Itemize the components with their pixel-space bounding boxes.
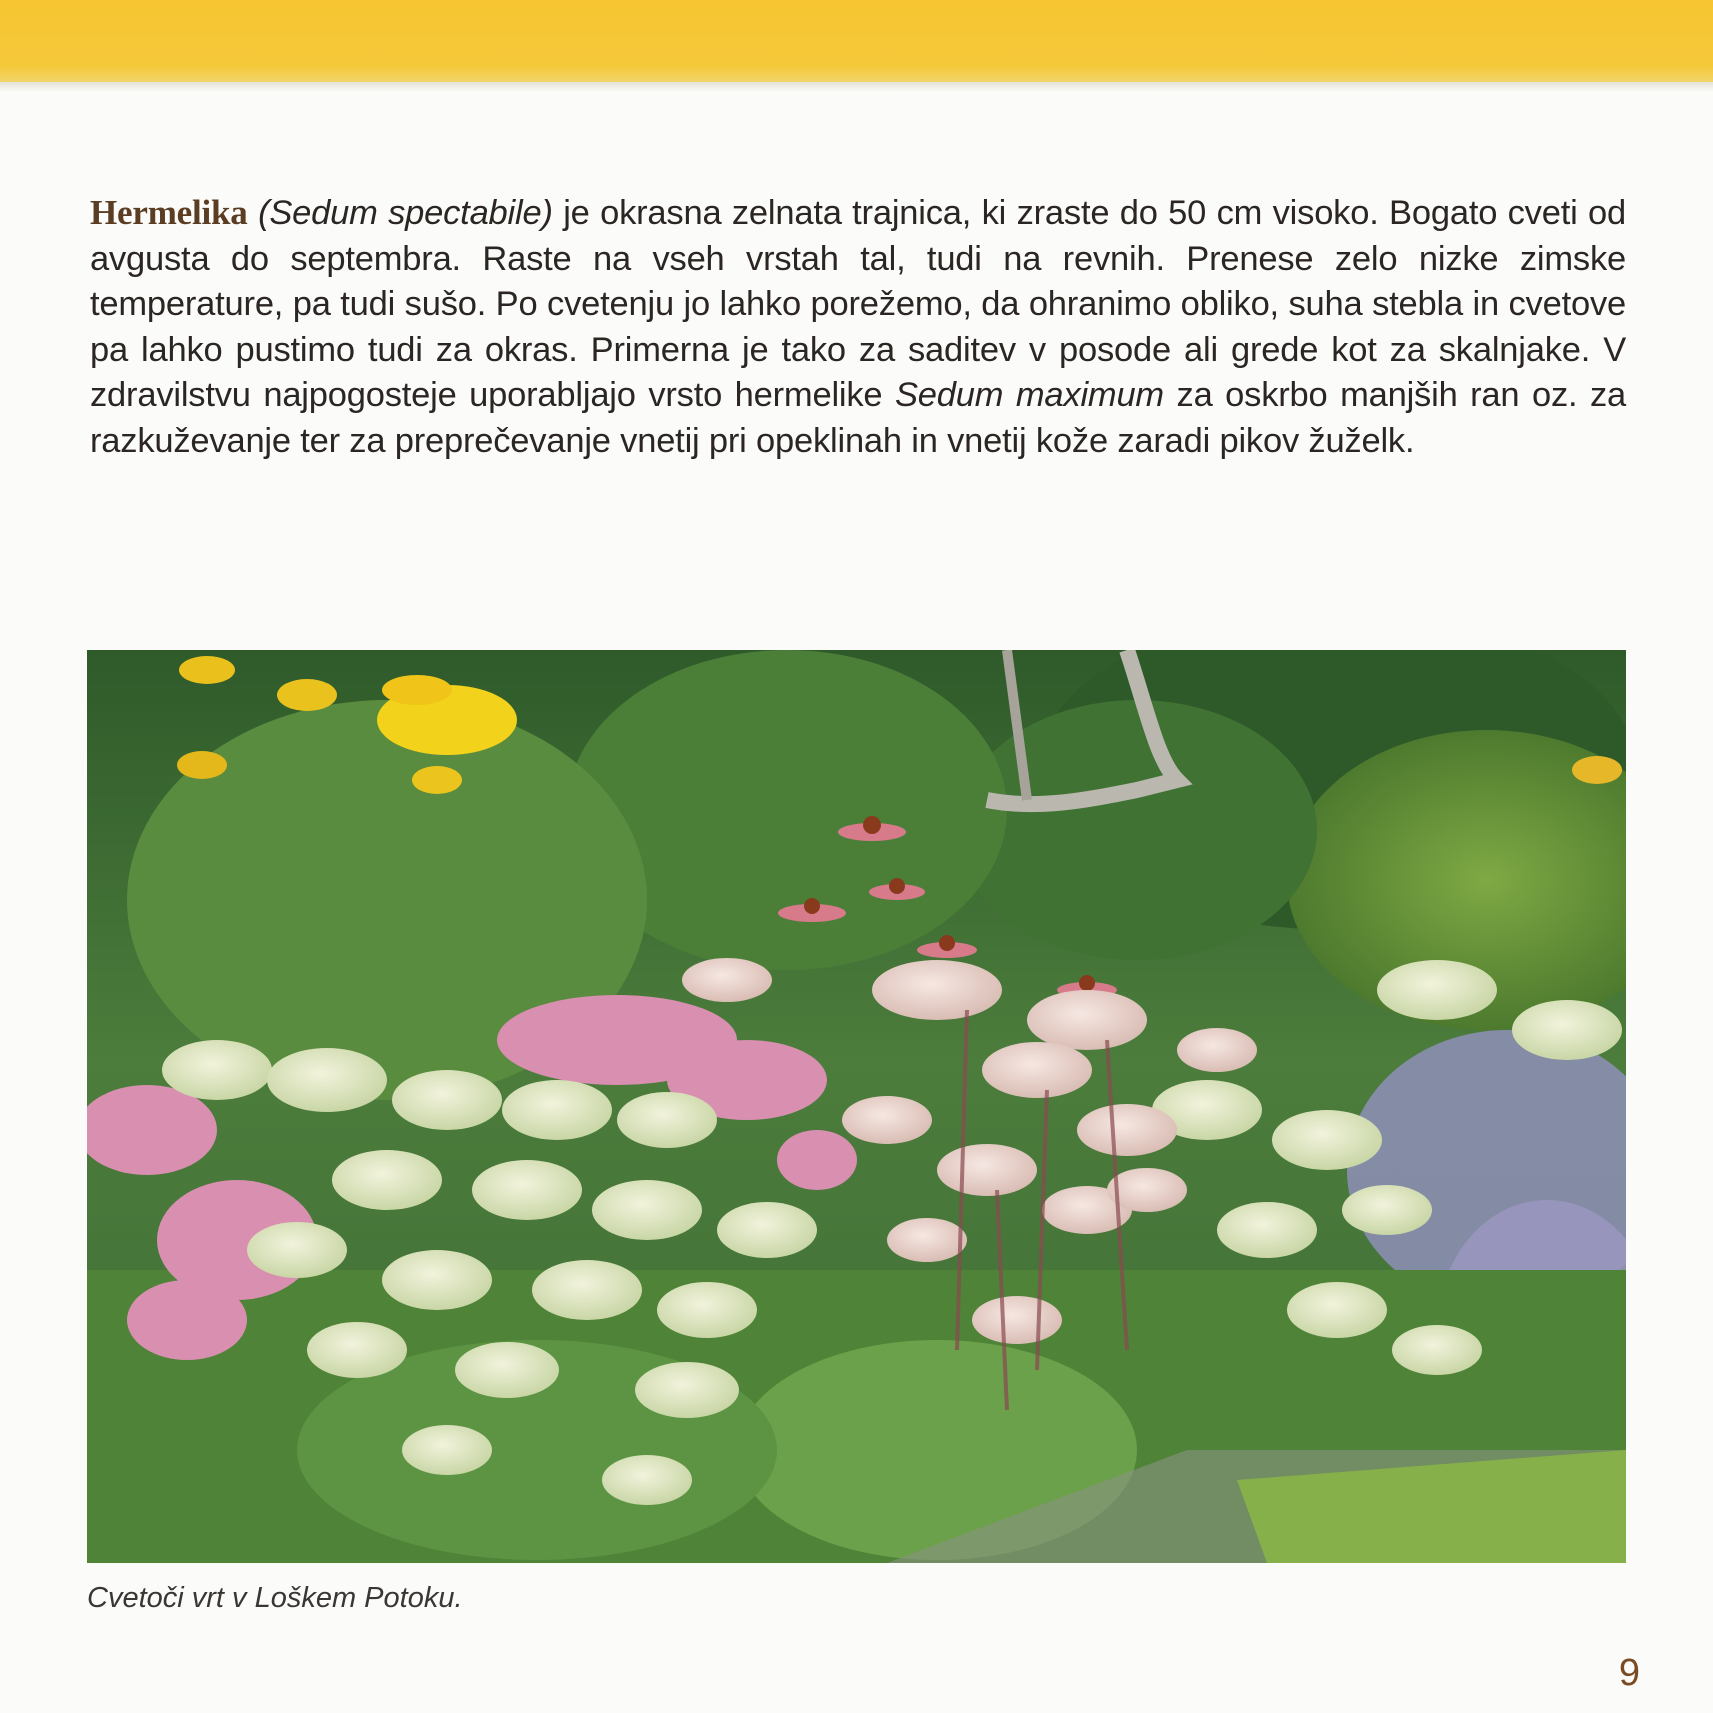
latin-name-2: Sedum maximum — [894, 376, 1164, 414]
garden-illustration — [87, 650, 1626, 1563]
garden-photo — [87, 650, 1626, 1563]
paragraph-text-1: je okrasna zelnata trajnica, ki zraste do 50 cm visoko. Bogato cveti od avgusta do septembra. Raste na vseh vrstah tal, tudi na revnih. Prenese zelo nizke zimske temperature, pa tudi sušo. Po cvetenju jo lahko porežemo, da ohranimo obliko, suha stebla in cvetove pa lahko pustimo tudi za okras. Primerna je tako za saditev v posode ali grede kot za skalnjake. V zdravilstvu najpogosteje uporabljajo vrsto hermelike — [90, 194, 1626, 414]
photo-caption: Cvetoči vrt v Loškem Potoku. — [87, 1582, 463, 1614]
page-number: 9 — [1618, 1652, 1640, 1694]
top-band-shadow — [0, 82, 1713, 92]
top-color-band — [0, 0, 1713, 82]
paragraph-text-2: za oskrbo manjših ran oz. za razkuževanje ter za preprečevanje vnetij pri opeklinah in vnetij kože zaradi pikov žuželk. — [90, 376, 1626, 460]
term-heading: Hermelika — [90, 193, 248, 232]
body-paragraph — [90, 190, 1626, 464]
latin-name: (Sedum spectabile) — [258, 194, 553, 232]
